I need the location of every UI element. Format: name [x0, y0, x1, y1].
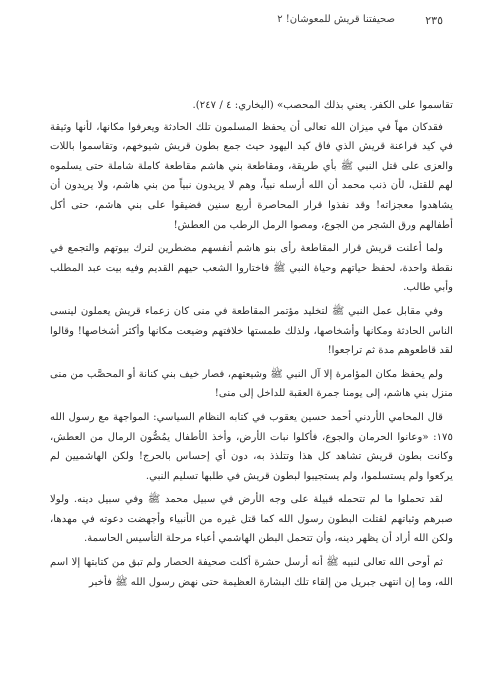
running-title: صحيفتنا قريش للمعوشان! ٢ [277, 14, 395, 25]
paragraph: تقاسموا على الكفر. يعني بذلك المحصب» (البخاري: ٤ / ٢٤٧). [192, 100, 453, 111]
paragraph: لقد تحملوا ما لم تتحمله قبيلة على وجه الأرض في سبيل محمد ﷺ وفي سبيل دينه. ولولا صبرهم وثباتهم لقتلت البطون رسول الله كما قتل غيره من الأنبياء وأجهضت دعوته في مهدها، ولكن الله أراد أن يظهر دينه، وأن تتحمل البطن الهاشمي أعباء مرحلة التأسيس الحاسمة. [50, 494, 453, 545]
page-number: ٢٣٥ [425, 14, 443, 27]
paragraph: ثم أوحى الله تعالى لنبيه ﷺ أنه أرسل حشرة أكلت صحيفة الحصار ولم تبق من كتابتها إلا اسم الله، وما إن انتهى جبريل من إلقاء تلك البشارة العظيمة حتى نهض رسول الله ﷺ فأخبر [50, 557, 453, 588]
paragraph: وفي مقابل عمل النبي ﷺ لتخليد مؤتمر المقاطعة في منى كان زعماء قريش يعملون لينسى الناس الحادثة ومكانها وأشخاصها، ولذلك طمستها خلافتهم وضيعت مكانها وأكثر أشخاصها! وقالوا لقد قاطعوهم مدة ثم تراجعوا! [50, 305, 453, 357]
paragraph: ولم يحفظ مكان المؤامرة إلا آل النبي ﷺ وشيعتهم، فصار خيف بني كنانة أو المحصَّب من منى منزل بني هاشم، إلى يومنا جمرة العقبة للداخل إلى منى! [50, 368, 453, 400]
paragraph: قال المحامي الأردني أحمد حسين يعقوب في كتابه النظام السياسي: المواجهة مع رسول الله ١٧٥: «وعانوا الحرمان والجوع، فأكلوا نبات الأرض، وأخذ الأطفال يمُصُّون الرمال من العطش، وكانت بطون قريش تشاهد كل هذا وتتلذذ به، دون أي إحساس بالحرج! ولكن الهاشميين لم يركعوا ولم يستسلموا، ولم يستجيبوا لبطون قريش في طلبها تسليم النبي. [50, 411, 453, 482]
paragraph: فقدكان مهاً في ميزان الله تعالى أن يحفظ المسلمون تلك الحادثة ويعرفوا مكانها، لأنها وثيقة في كيد فراعنة قريش الذي فاق كيد اليهود حيث جمع بطون قريش شيوخهم، وتقاسموا باللات والعزى على قتل النبي ﷺ بأي طريقة، ومقاطعة بني هاشم مقاطعة كاملة شاملة حتى يسلموه لهم للقتل، لأن ذنب محمد أن الله أرسله نبياً، وهم لا يريدون نبياً من بني هاشم، ولا يريدون أن يشاهدوا معجزاته! وقد نفذوا قرار المحاصرة أربع سنين فضيقوا على بني هاشم، حتى أكل أطفالهم ورق الشجر من الجوع، ومصوا الرمل الرطب من العطش! [50, 121, 453, 231]
page-header [54, 14, 443, 30]
paragraph: ولما أعلنت قريش قرار المقاطعة رأى بنو هاشم أنفسهم مضطرين لترك بيوتهم والتجمع في نقطة واحدة، لحفظ حياتهم وحياة النبي ﷺ فاختاروا الشعب حيهم القديم وفيه بيت عبد المطلب وأبي طالب. [50, 243, 453, 294]
page-body [50, 96, 453, 596]
